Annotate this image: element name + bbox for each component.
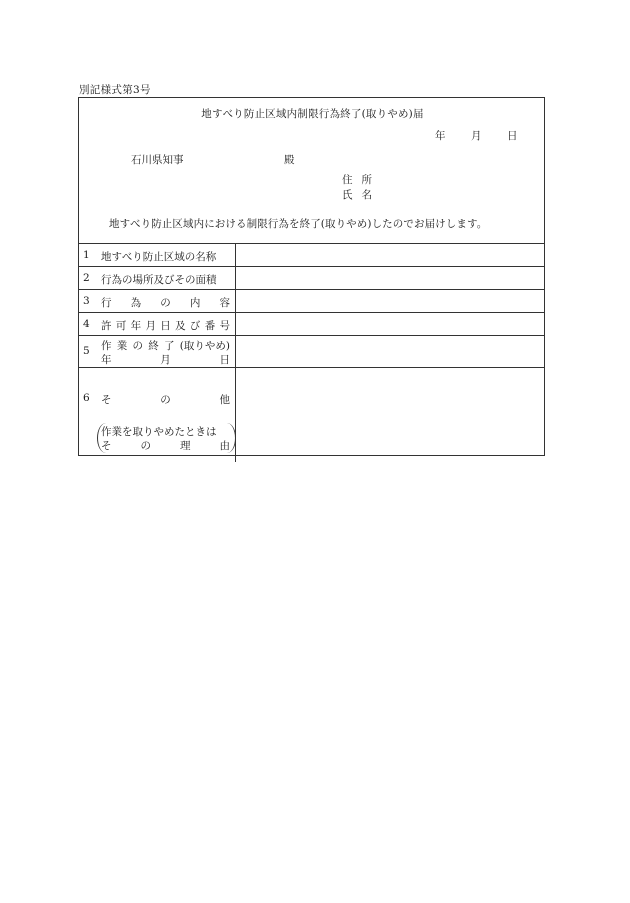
row-number: 1 [83,249,90,261]
details-table [78,243,545,462]
table-row [78,267,545,290]
row-label: そ の 他 [101,394,230,406]
row-label-cell [78,336,236,367]
table-row [78,313,545,336]
row-label-cell [78,313,236,335]
landslide-area-name-field[interactable] [236,244,545,266]
notification-form [78,97,545,456]
table-row [78,290,545,313]
row-label-line2: 年 月 日 [101,354,230,366]
row-number: 4 [83,318,90,330]
activity-content-field[interactable] [236,290,545,312]
row-label: 行為の場所及びその面積 [101,274,217,286]
row-label: 行 為 の 内 容 [101,297,230,309]
row-number: 3 [83,295,90,307]
addressee: 石川県知事 [131,154,184,166]
row-label-line1: 作 業 の 終 了 (取りやめ) [101,340,230,352]
row-label-cell [78,244,236,266]
row-note-line1: 作業を取りやめたときは [101,426,217,438]
row-number: 5 [83,345,90,357]
row-label-cell [78,267,236,289]
row-label-cell [78,290,236,312]
name-label: 氏名 [342,189,381,201]
form-title: 地すべり防止区域内制限行為終了(取りやめ)届 [201,108,424,120]
row-label: 地すべり防止区域の名称 [101,251,217,263]
body-text: 地すべり防止区域内における制限行為を終了(取りやめ)したのでお届けします。 [109,218,488,230]
row-label: 許 可 年 月 日 及 び 番 号 [101,320,230,332]
row-label-cell [78,368,236,462]
table-row [78,336,545,368]
other-remarks-field[interactable] [236,368,545,462]
completion-date-field[interactable] [236,336,545,367]
date-day-label: 日 [507,130,518,142]
location-and-area-field[interactable] [236,267,545,289]
date-year-label: 年 [435,130,446,142]
address-label: 住所 [342,174,381,186]
row-note-line2: そ の 理 由 [101,440,230,452]
permit-date-and-number-field[interactable] [236,313,545,335]
row-number: 2 [83,272,90,284]
table-row [78,368,545,462]
table-row [78,244,545,267]
form-number-label: 別記様式第3号 [79,84,151,96]
date-month-label: 月 [471,130,482,142]
honorific: 殿 [284,154,295,166]
row-number: 6 [83,392,90,404]
